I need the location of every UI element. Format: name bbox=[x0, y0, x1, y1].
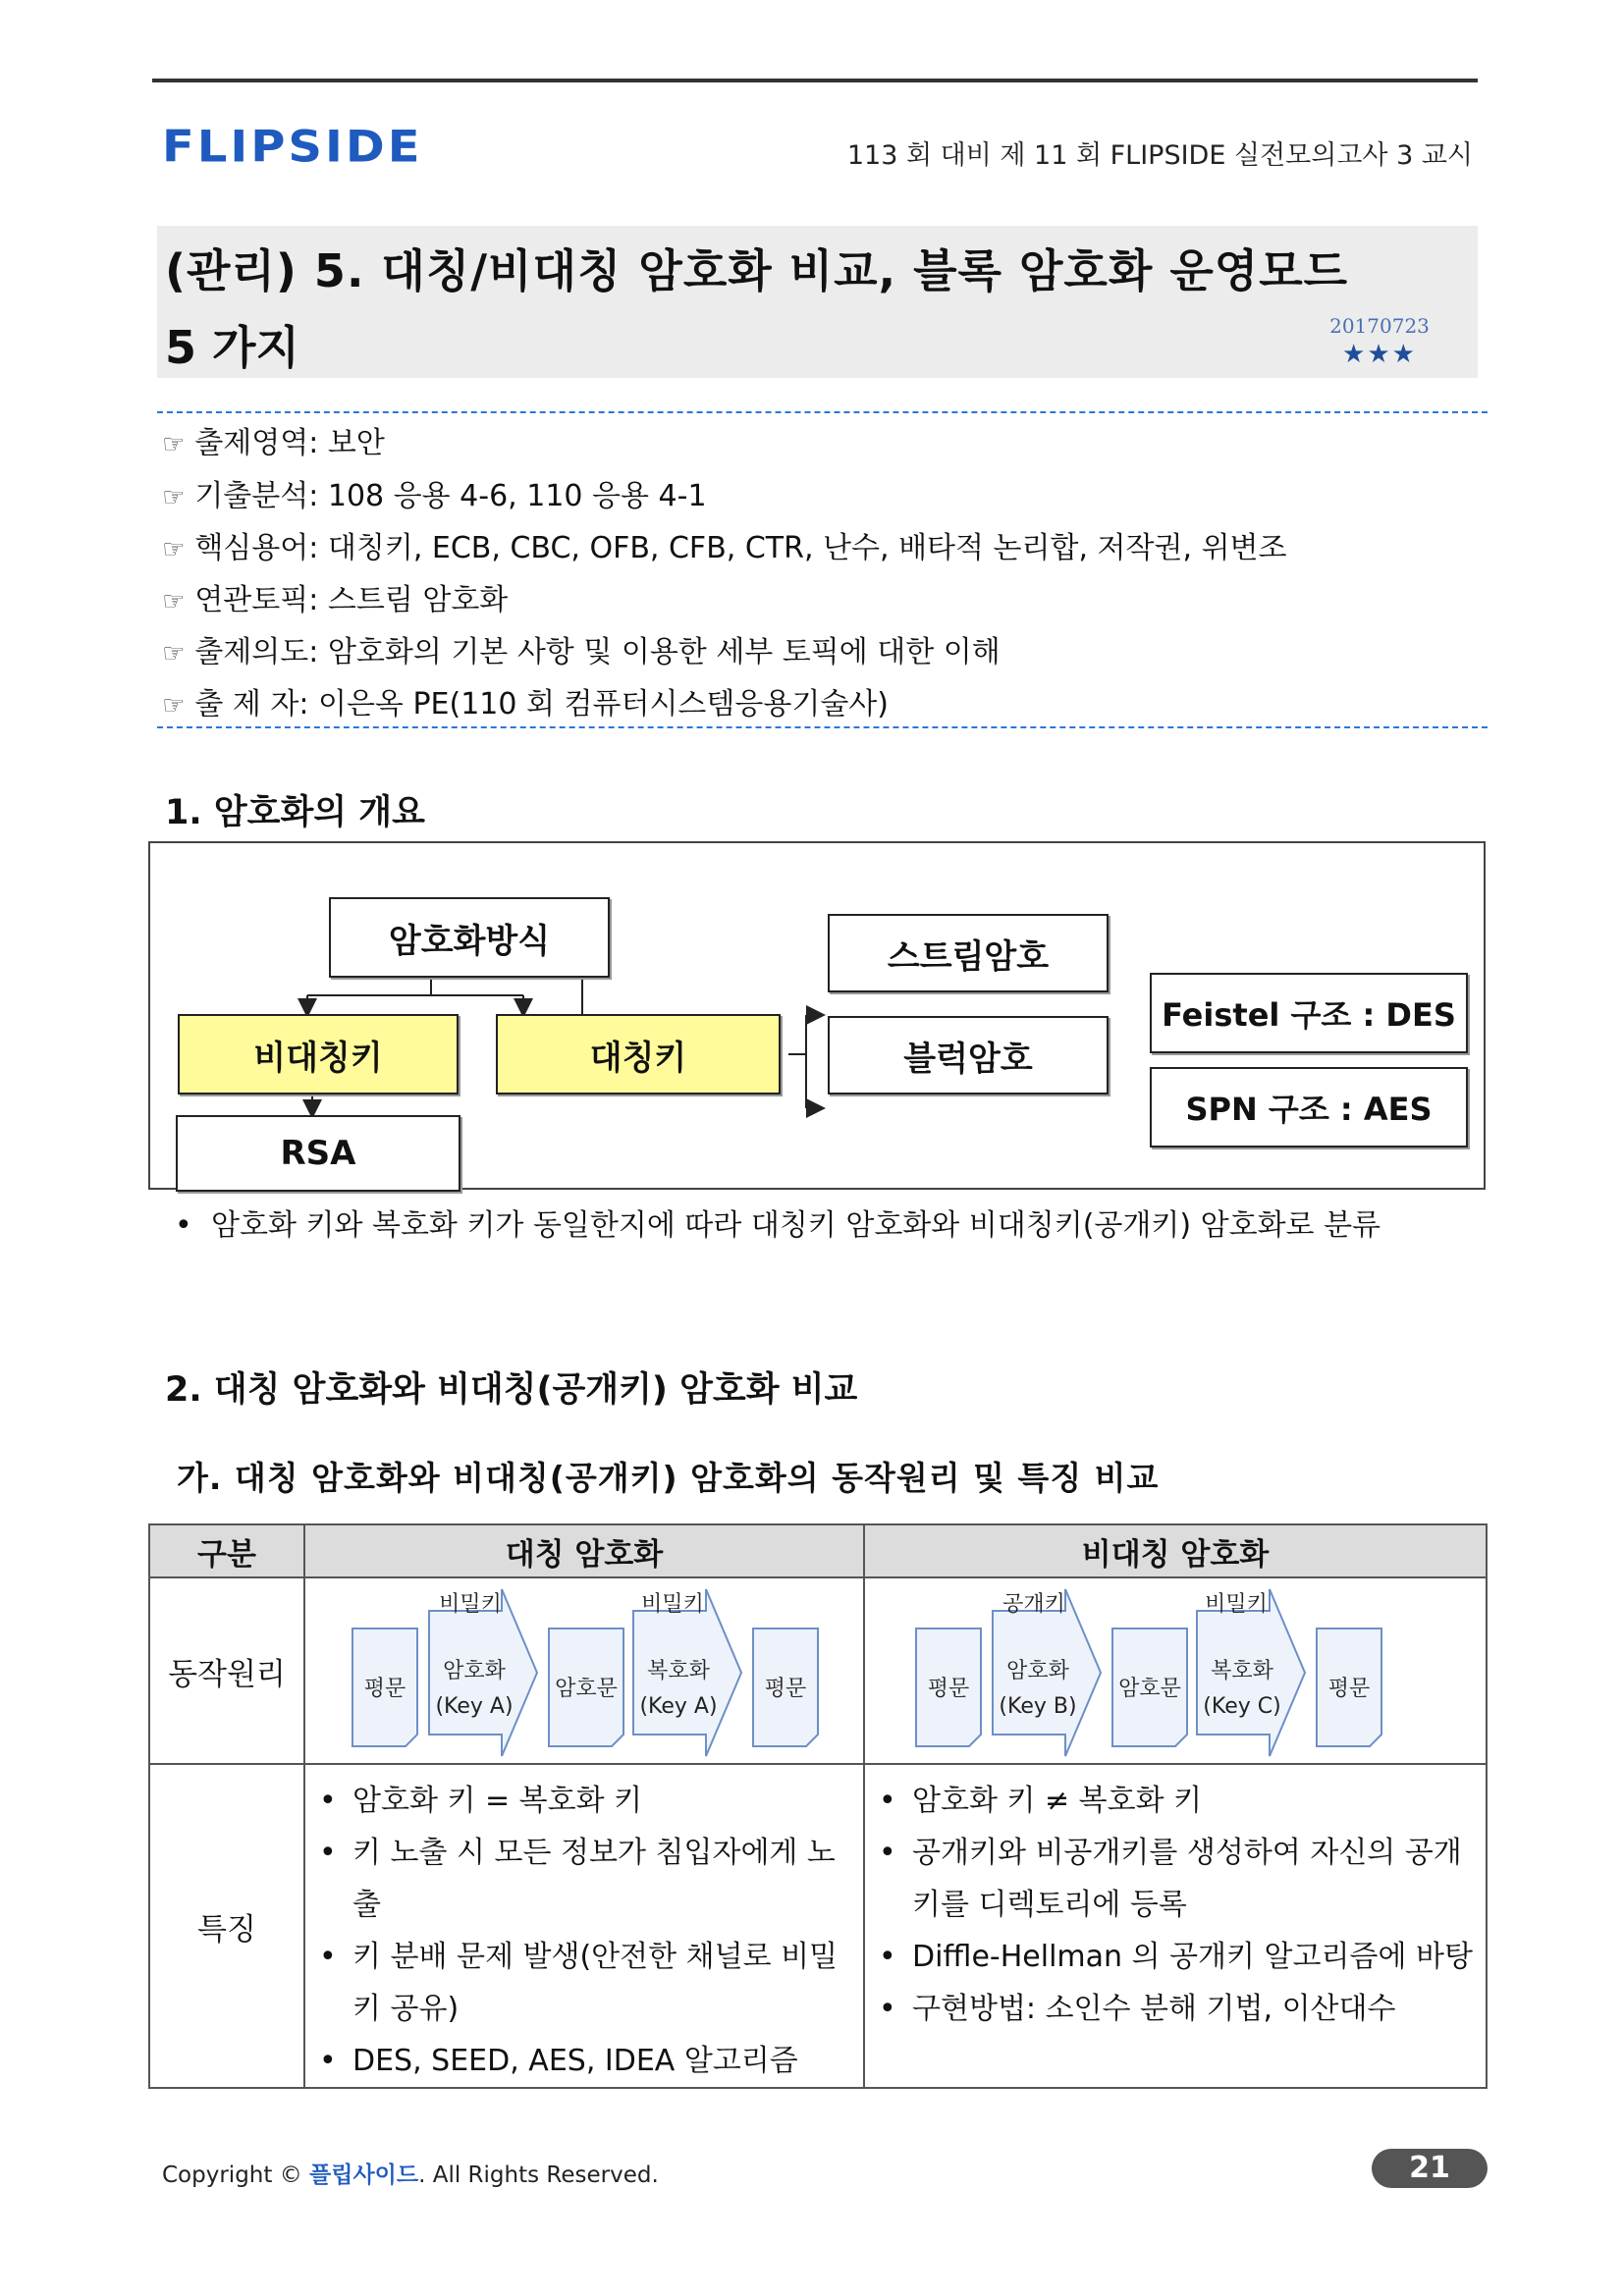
info-item bbox=[162, 418, 385, 461]
info-text: 기출분석: 108 응용 4-6, 110 응용 4-1 bbox=[194, 479, 707, 513]
sym-feature-item: • 키 분배 문제 발생(안전한 채널로 비밀키 공유) bbox=[315, 1931, 851, 2035]
asym-features-cell bbox=[864, 1764, 1487, 2088]
encrypt-label: 암호화 bbox=[443, 1659, 506, 1683]
key-label: 비밀키 bbox=[1205, 1592, 1268, 1617]
key-id-label: (Key A) bbox=[435, 1694, 514, 1719]
diagram-feistel-box: Feistel 구조 : DES bbox=[1150, 973, 1468, 1053]
section1-bullet bbox=[172, 1200, 1448, 1252]
page-number: 21 bbox=[1372, 2149, 1488, 2188]
info-item bbox=[162, 627, 1001, 670]
difficulty-stars: ★★★ bbox=[1342, 340, 1417, 369]
diagram-spn-box: SPN 구조 : AES bbox=[1150, 1067, 1468, 1148]
plaintext-label: 평문 bbox=[363, 1677, 406, 1701]
copyright-prefix: Copyright © bbox=[162, 2163, 302, 2188]
info-text: 출 제 자: 이은옥 PE(110 회 컴퓨터시스템응용기술사) bbox=[194, 687, 889, 721]
info-item bbox=[162, 679, 889, 722]
footer-copyright bbox=[162, 2157, 659, 2189]
pointing-hand-icon: ☞ bbox=[162, 483, 186, 512]
encryption-diagram bbox=[148, 841, 1486, 1190]
plaintext-label: 평문 bbox=[764, 1677, 807, 1701]
info-text: 출제의도: 암호화의 기본 사항 및 이용한 세부 토픽에 대한 이해 bbox=[194, 635, 1001, 669]
info-text: 연관토픽: 스트림 암호화 bbox=[194, 583, 509, 617]
diagram-block-box: 블럭암호 bbox=[828, 1016, 1109, 1095]
encrypt-label: 암호화 bbox=[1006, 1659, 1069, 1683]
table-header-symmetric: 대칭 암호화 bbox=[304, 1524, 864, 1577]
copyright-suffix: . All Rights Reserved. bbox=[418, 2163, 659, 2188]
info-item bbox=[162, 471, 707, 514]
page-title-line1: (관리) 5. 대칭/비대칭 암호화 비교, 블록 암호화 운영모드 bbox=[165, 244, 1349, 297]
pointing-hand-icon: ☞ bbox=[162, 430, 186, 459]
diagram-sym-box: 대칭키 bbox=[496, 1014, 781, 1095]
asym-feature-item: • 공개키와 비공개키를 생성하여 자신의 공개키를 디렉토리에 등록 bbox=[875, 1827, 1474, 1931]
row-label-principle: 동작원리 bbox=[149, 1577, 304, 1764]
page-title-line2: 5 가지 bbox=[165, 321, 299, 374]
key-id-label: (Key A) bbox=[639, 1694, 718, 1719]
sym-feature-item: • 키 노출 시 모든 정보가 침입자에게 노출 bbox=[315, 1827, 851, 1931]
asym-flow-cell bbox=[864, 1577, 1487, 1764]
sym-feature-item: • DES, SEED, AES, IDEA 알고리즘 bbox=[315, 2035, 851, 2087]
diagram-stream-box: 스트림암호 bbox=[828, 914, 1109, 992]
info-bottom-dash bbox=[157, 726, 1488, 728]
diagram-rsa-box: RSA bbox=[176, 1115, 460, 1192]
title-date: 20170723 bbox=[1329, 314, 1430, 338]
sym-flow-cell bbox=[304, 1577, 864, 1764]
table-header-category: 구분 bbox=[149, 1524, 304, 1577]
plaintext-label: 평문 bbox=[927, 1677, 970, 1701]
flow-svg bbox=[865, 1579, 1484, 1762]
key-label: 공개키 bbox=[1002, 1592, 1065, 1617]
bullet-dot: • bbox=[175, 1208, 192, 1243]
flow-svg bbox=[305, 1579, 924, 1762]
pointing-hand-icon: ☞ bbox=[162, 587, 186, 616]
pointing-hand-icon: ☞ bbox=[162, 639, 186, 668]
pointing-hand-icon: ☞ bbox=[162, 535, 186, 564]
info-text: 핵심용어: 대칭키, ECB, CBC, OFB, CFB, CTR, 난수, 배타적 논리합, 저작권, 위변조 bbox=[194, 531, 1287, 565]
table-header-asymmetric: 비대칭 암호화 bbox=[864, 1524, 1487, 1577]
section1-bullet-text: 암호화 키와 복호화 키가 동일한지에 따라 대칭키 암호화와 비대칭키(공개키) 암호화로 분류 bbox=[211, 1208, 1381, 1243]
key-id-label: (Key B) bbox=[999, 1694, 1077, 1719]
copyright-brand: 플립사이드 bbox=[309, 2163, 419, 2188]
table-row-principle bbox=[149, 1577, 1487, 1764]
key-id-label: (Key C) bbox=[1203, 1694, 1281, 1719]
decrypt-label: 복호화 bbox=[647, 1659, 710, 1683]
asym-flow bbox=[865, 1579, 1486, 1762]
info-top-dash bbox=[157, 411, 1488, 413]
table-row-features bbox=[149, 1764, 1487, 2088]
comparison-table bbox=[148, 1523, 1488, 2089]
key-label: 비밀키 bbox=[439, 1592, 502, 1617]
pointing-hand-icon: ☞ bbox=[162, 691, 186, 721]
exam-label: 113 회 대비 제 11 회 FLIPSIDE 실전모의고사 3 교시 bbox=[846, 140, 1473, 171]
asym-feature-item: • 구현방법: 소인수 분해 기법, 이산대수 bbox=[875, 1983, 1474, 2035]
key-label: 비밀키 bbox=[641, 1592, 704, 1617]
info-text: 출제영역: 보안 bbox=[194, 426, 385, 460]
diagram-root-box: 암호화방식 bbox=[329, 897, 610, 978]
decrypt-label: 복호화 bbox=[1211, 1659, 1273, 1683]
row-label-features: 특징 bbox=[149, 1764, 304, 2088]
flipside-logo: FLIPSIDE bbox=[162, 122, 423, 173]
sym-feature-item: • 암호화 키 = 복호화 키 bbox=[315, 1775, 851, 1827]
section1-heading: 1. 암호화의 개요 bbox=[165, 793, 425, 832]
plaintext-label: 평문 bbox=[1327, 1677, 1371, 1701]
asym-feature-item: • 암호화 키 ≠ 복호화 키 bbox=[875, 1775, 1474, 1827]
sym-features-cell bbox=[304, 1764, 864, 2088]
table-header-row bbox=[149, 1524, 1487, 1577]
ciphertext-label: 암호문 bbox=[555, 1677, 618, 1701]
section2-subheading: 가. 대칭 암호화와 비대칭(공개키) 암호화의 동작원리 및 특징 비교 bbox=[177, 1459, 1160, 1497]
section2-heading: 2. 대칭 암호화와 비대칭(공개키) 암호화 비교 bbox=[165, 1370, 858, 1410]
info-item bbox=[162, 523, 1287, 566]
asym-feature-item: • Diffle-Hellman 의 공개키 알고리즘에 바탕 bbox=[875, 1931, 1474, 1983]
header-rule bbox=[152, 79, 1478, 82]
info-item bbox=[162, 575, 508, 618]
sym-flow bbox=[305, 1579, 863, 1762]
asym-features-list bbox=[865, 1765, 1486, 2035]
ciphertext-label: 암호문 bbox=[1118, 1677, 1181, 1701]
sym-features-list bbox=[305, 1765, 863, 2087]
diagram-asym-box: 비대칭키 bbox=[178, 1014, 459, 1095]
